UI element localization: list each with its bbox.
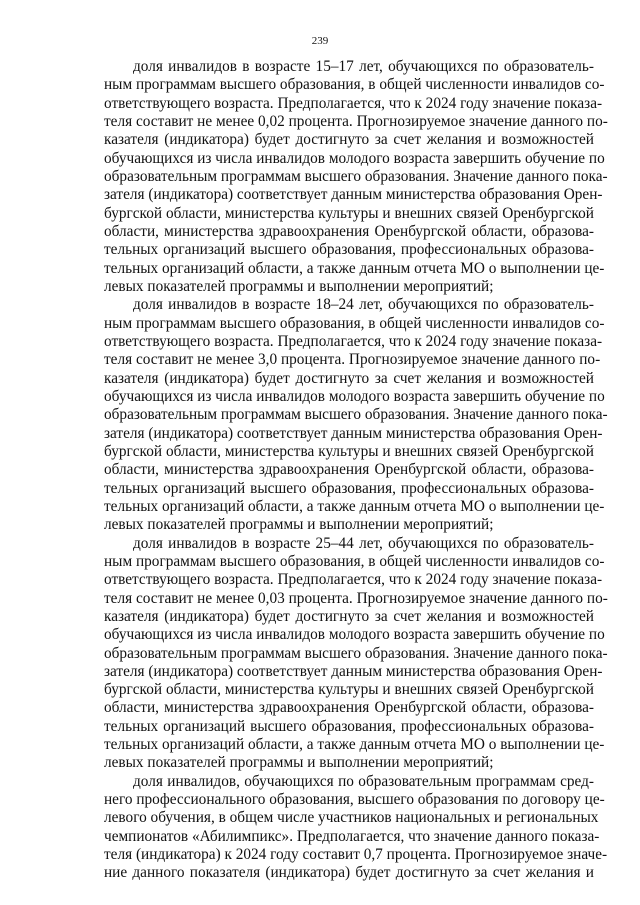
text-line: тельных организаций области, а также данным отчета МО о выполнении це- — [104, 259, 605, 277]
text-line: тельных организаций области, а также данным отчета МО о выполнении це- — [104, 497, 605, 515]
text-line: теля составит не менее 0,02 процента. Прогнозируемое значение данного по- — [104, 112, 608, 130]
paragraph-age-15-17 — [104, 58, 608, 296]
text-line: образовательным программам высшего образования. Значение данного пока- — [104, 644, 608, 662]
text-line: ным программам высшего образования, в общей численности инвалидов со- — [104, 76, 605, 94]
text-line: чемпионатов «Абилимпикс». Предполагается, что значение данного показа- — [104, 827, 600, 845]
text-line: бургской области, министерства культуры и внешних связей Оренбургской — [104, 681, 594, 699]
text-line: обучающихся из числа инвалидов молодого возраста завершить обучение по — [104, 626, 605, 644]
text-line: доля инвалидов в возрасте 18–24 лет, обучающихся по образователь- — [133, 296, 594, 314]
text-line: тельных организаций области, а также данным отчета МО о выполнении це- — [104, 736, 605, 754]
text-line: образовательным программам высшего образования. Значение данного пока- — [104, 167, 608, 185]
text-line: обучающихся из числа инвалидов молодого возраста завершить обучение по — [104, 387, 605, 405]
text-line: тельных организаций высшего образования, профессиональных образова- — [104, 241, 594, 259]
text-line: ответствующего возраста. Предполагается, что к 2024 году значение показа- — [104, 571, 603, 589]
paragraph-age-25-44 — [104, 534, 608, 773]
text-line: образовательным программам высшего образования. Значение данного пока- — [104, 406, 608, 424]
text-line: тельных организаций высшего образования, профессиональных образова- — [104, 479, 594, 497]
text-line: тельных организаций высшего образования, профессиональных образова- — [104, 717, 594, 735]
text-line: теля составит не менее 3,0 процента. Прогнозируемое значение данного по- — [104, 351, 601, 369]
text-line: ние данного показателя (индикатора) будет достигнуто за счет желания и — [104, 864, 594, 882]
text-line: доля инвалидов в возрасте 25–44 лет, обучающихся по образователь- — [133, 534, 594, 552]
body-text — [104, 58, 608, 883]
text-line: области, министерства здравоохранения Оренбургской области, образова- — [104, 699, 594, 717]
text-line: ным программам высшего образования, в общей численности инвалидов со- — [104, 314, 605, 332]
text-line: области, министерства здравоохранения Оренбургской области, образова- — [104, 222, 594, 240]
paragraph-age-18-24 — [104, 296, 608, 534]
text-line: ответствующего возраста. Предполагается, что к 2024 году значение показа- — [104, 94, 603, 112]
paragraph-abilympics — [104, 772, 608, 883]
text-line: бургской области, министерства культуры и внешних связей Оренбургской — [104, 204, 594, 222]
text-line: зателя (индикатора) соответствует данным министерства образования Орен- — [104, 424, 603, 442]
text-line: него профессионального образования, высшего образования по договору це- — [104, 791, 605, 809]
text-line: доля инвалидов, обучающихся по образовательным программам сред- — [133, 772, 594, 790]
text-line: доля инвалидов в возрасте 15–17 лет, обучающихся по образователь- — [133, 58, 594, 75]
text-line: казателя (индикатора) будет достигнуто за счет желания и возможностей — [104, 607, 594, 625]
text-line: обучающихся из числа инвалидов молодого возраста завершить обучение по — [104, 149, 605, 167]
text-line: зателя (индикатора) соответствует данным министерства образования Орен- — [104, 662, 603, 680]
text-line: левых показателей программы и выполнении мероприятий; — [104, 277, 494, 295]
text-line: бургской области, министерства культуры и внешних связей Оренбургской — [104, 442, 594, 460]
text-line: ным программам высшего образования, в общей численности инвалидов со- — [104, 552, 605, 570]
text-line: теля (индикатора) к 2024 году составит 0,7 процента. Прогнозируемое значе- — [104, 846, 608, 864]
text-line: казателя (индикатора) будет достигнуто за счет желания и возможностей — [104, 131, 594, 149]
text-line: казателя (индикатора) будет достигнуто за счет желания и возможностей — [104, 369, 594, 387]
text-line: левых показателей программы и выполнении мероприятий; — [104, 516, 494, 534]
text-line: области, министерства здравоохранения Оренбургской области, образова- — [104, 461, 594, 479]
text-line: ответствующего возраста. Предполагается, что к 2024 году значение показа- — [104, 332, 603, 350]
text-line: зателя (индикатора) соответствует данным министерства образования Орен- — [104, 186, 603, 204]
text-line: левого обучения, в общем числе участников национальных и региональных — [104, 809, 599, 827]
page-number: 239 — [311, 35, 329, 47]
text-line: левых показателей программы и выполнении мероприятий; — [104, 754, 494, 772]
text-line: теля составит не менее 0,03 процента. Прогнозируемое значение данного по- — [104, 589, 608, 607]
